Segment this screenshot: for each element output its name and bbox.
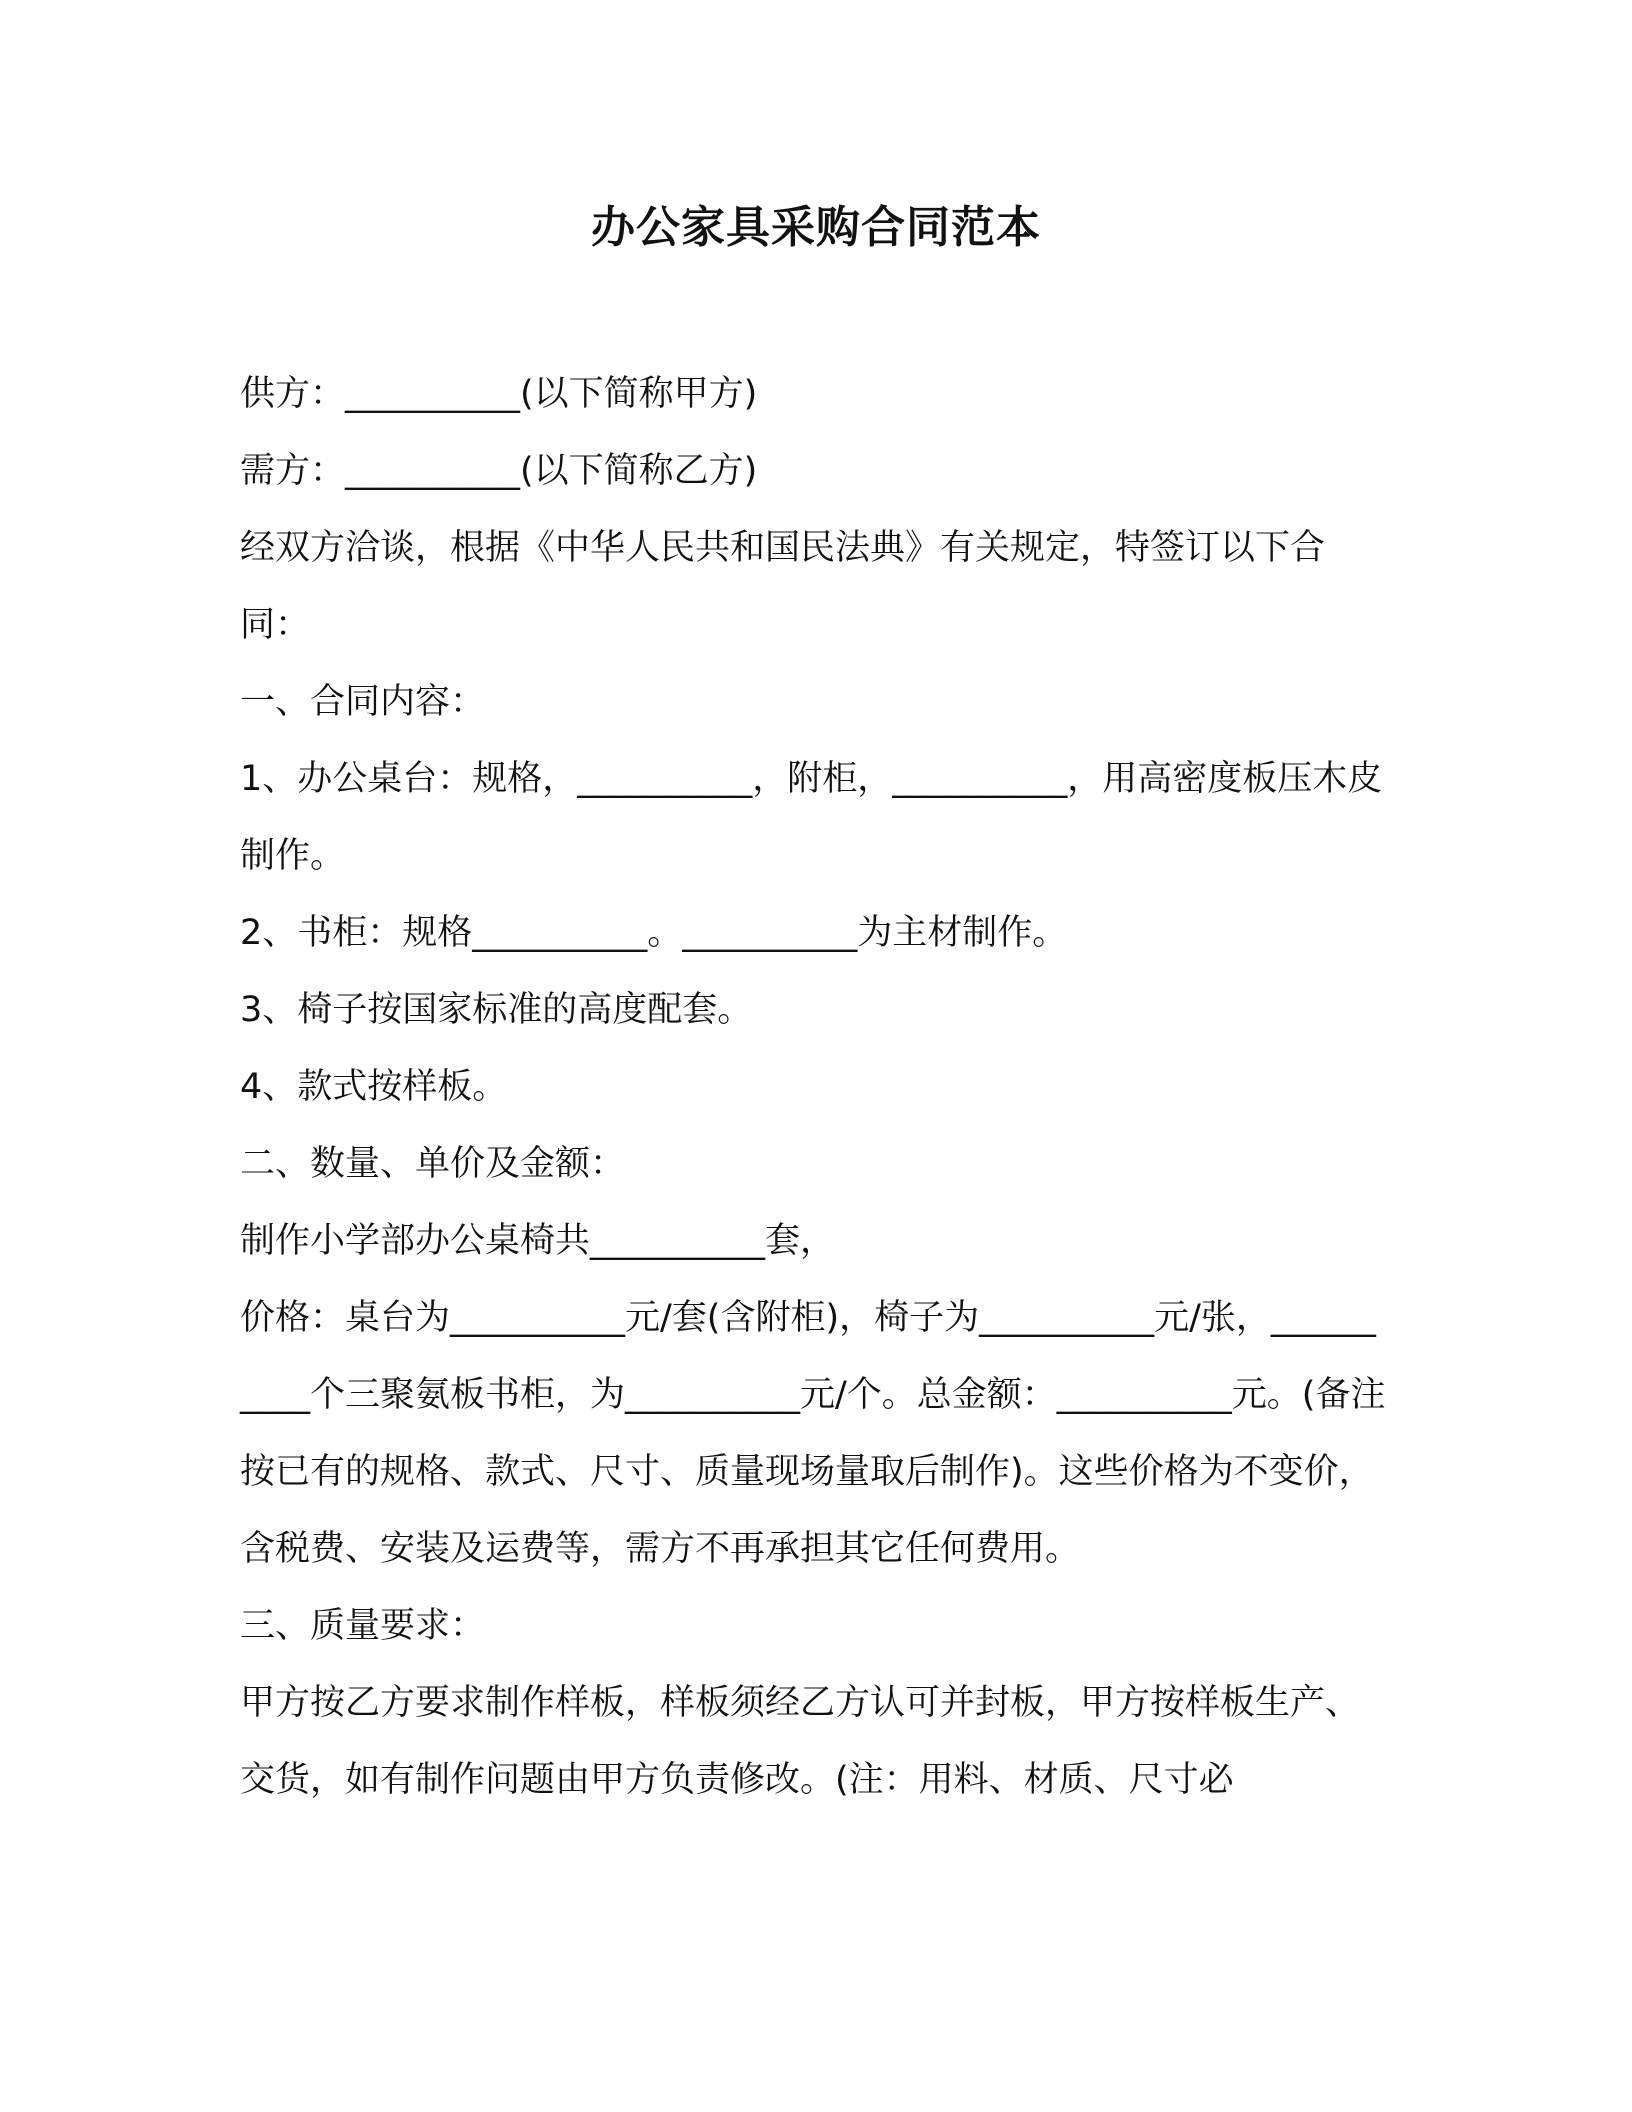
preamble-paragraph: 经双方洽谈，根据《中华人民共和国民法典》有关规定，特签订以下合同： [240, 528, 1326, 645]
section-heading-contract-content: 一、合同内容： [240, 682, 486, 722]
clause-bookcase: 2、书柜：规格__________。__________为主材制作。 [240, 913, 1068, 953]
supplier-line: 供方：__________(以下简称甲方) [240, 374, 758, 414]
clause-style: 4、款式按样板。 [240, 1067, 508, 1107]
price-paragraph: 价格：桌台为__________元/套(含附柜)，椅子为__________元/张，__________个三聚氨板书柜，为__________元/个。总金额：__________元。(备注按已有的规格、款式、尺寸、质量现场量取后制作)。这些价格为不变价，含税费、安装及运费等，需方不再承担其它任何费用。 [240, 1298, 1386, 1569]
document-body [240, 356, 1390, 1819]
quality-paragraph: 甲方按乙方要求制作样板，样板须经乙方认可并封板，甲方按样板生产、交货，如有制作问题由甲方负责修改。(注：用料、材质、尺寸必 [240, 1683, 1361, 1800]
clause-chair: 3、椅子按国家标准的高度配套。 [240, 990, 753, 1030]
section-heading-quantity-price: 二、数量、单价及金额： [240, 1144, 626, 1184]
quantity-paragraph: 制作小学部办公桌椅共__________套， [240, 1221, 836, 1261]
section-heading-quality: 三、质量要求： [240, 1606, 486, 1646]
document-title: 办公家具采购合同范本 [591, 202, 1041, 253]
clause-desk: 1、办公桌台：规格，__________，附柜，__________，用高密度板压木皮制作。 [240, 759, 1383, 876]
buyer-line: 需方：__________(以下简称乙方) [240, 451, 758, 491]
